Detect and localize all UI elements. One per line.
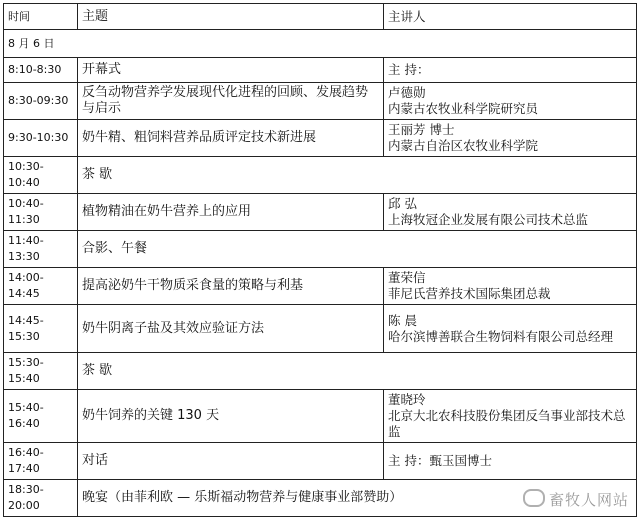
schedule-table xyxy=(3,3,637,517)
schedule-row xyxy=(4,268,637,305)
time-cell: 18:30-20:00 xyxy=(4,480,78,517)
schedule-row xyxy=(4,231,637,268)
topic-cell: 反刍动物营养学发展现代化进程的回顾、发展趋势与启示 xyxy=(78,83,384,120)
topic-cell: 茶 歇 xyxy=(78,353,637,390)
topic-cell: 提高泌奶牛干物质采食量的策略与利基 xyxy=(78,268,384,305)
speaker-cell xyxy=(384,268,637,305)
time-cell: 16:40-17:40 xyxy=(4,443,78,480)
speaker-cell xyxy=(384,305,637,353)
speaker-affiliation: 内蒙古农牧业科学院研究员 xyxy=(388,101,539,116)
time-cell: 11:40-13:30 xyxy=(4,231,78,268)
speaker-name: 邱 弘 xyxy=(388,196,417,211)
header-speaker: 主讲人 xyxy=(384,4,637,30)
speaker-affiliation: 北京大北农科技股份集团反刍事业部技术总监 xyxy=(388,408,626,439)
topic-cell: 奶牛阴离子盐及其效应验证方法 xyxy=(78,305,384,353)
time-cell: 10:30-10:40 xyxy=(4,157,78,194)
speaker-cell xyxy=(384,120,637,157)
time-cell: 10:40-11:30 xyxy=(4,194,78,231)
topic-cell: 奶牛饲养的关键 130 天 xyxy=(78,390,384,443)
header-row xyxy=(4,4,637,30)
time-cell: 9:30-10:30 xyxy=(4,120,78,157)
wechat-icon xyxy=(523,489,545,507)
speaker-cell xyxy=(384,58,637,83)
schedule-row xyxy=(4,443,637,480)
speaker-name: 董晓玲 xyxy=(388,392,426,407)
speaker-name: 陈 晨 xyxy=(388,312,417,328)
topic-cell: 对话 xyxy=(78,443,384,480)
speaker-name: 董荣信 xyxy=(388,270,426,285)
schedule-row xyxy=(4,305,637,353)
speaker-name: 主 持：甄玉国博士 xyxy=(388,453,492,468)
speaker-name: 王丽芳 博士 xyxy=(388,122,455,137)
speaker-cell xyxy=(384,83,637,120)
topic-cell: 奶牛精、粗饲料营养品质评定技术新进展 xyxy=(78,120,384,157)
schedule-row xyxy=(4,157,637,194)
time-cell: 8:10-8:30 xyxy=(4,58,78,83)
speaker-affiliation: 上海牧冠企业发展有限公司技术总监 xyxy=(388,212,589,227)
time-cell: 14:00-14:45 xyxy=(4,268,78,305)
time-cell: 8:30-09:30 xyxy=(4,83,78,120)
header-topic: 主题 xyxy=(78,4,384,30)
speaker-cell xyxy=(384,194,637,231)
schedule-row xyxy=(4,194,637,231)
speaker-affiliation: 菲尼氏营养技术国际集团总裁 xyxy=(388,286,551,301)
speaker-affiliation: 哈尔滨博善联合生物饲料有限公司总经理 xyxy=(388,328,614,344)
schedule-row xyxy=(4,120,637,157)
schedule-row xyxy=(4,390,637,443)
date-row xyxy=(4,30,637,58)
topic-cell: 茶 歇 xyxy=(78,157,637,194)
speaker-name: 卢德勋 xyxy=(388,85,426,100)
schedule-row xyxy=(4,58,637,83)
watermark xyxy=(523,489,629,510)
speaker-cell xyxy=(384,443,637,480)
header-time: 时间 xyxy=(4,4,78,30)
time-cell: 15:40-16:40 xyxy=(4,390,78,443)
date-cell: 8 月 6 日 xyxy=(4,30,637,58)
speaker-affiliation: 内蒙古自治区农牧业科学院 xyxy=(388,138,539,153)
schedule-row xyxy=(4,83,637,120)
watermark-text: 畜牧人网站 xyxy=(548,491,629,509)
topic-cell: 合影、午餐 xyxy=(78,231,637,268)
speaker-name: 主 持： xyxy=(388,62,430,77)
topic-cell: 植物精油在奶牛营养上的应用 xyxy=(78,194,384,231)
schedule-row xyxy=(4,353,637,390)
topic-cell: 开幕式 xyxy=(78,58,384,83)
time-cell: 15:30-15:40 xyxy=(4,353,78,390)
time-cell: 14:45-15:30 xyxy=(4,305,78,353)
speaker-cell xyxy=(384,390,637,443)
topic-cell: 晚宴（由菲利欧 — 乐斯福动物营养与健康事业部赞助） xyxy=(78,480,637,517)
